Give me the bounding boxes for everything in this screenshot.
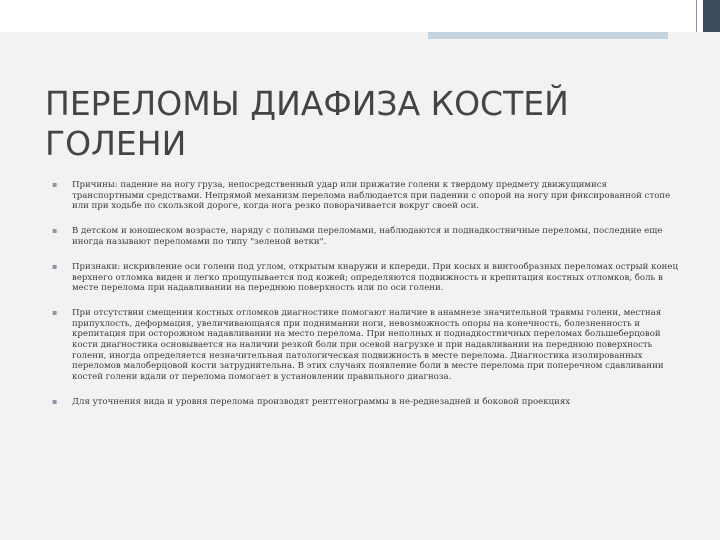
top-accent-bar [428,32,668,39]
bullet-square-icon: ▪ [52,180,58,189]
bullet-text: В детском и юношеском возрасте, наряду с полными переломами, наблюдаются и поднадкостничные переломы, последние еще иногда называют переломами по типу "зеленой ветки". [72,226,663,247]
bullet-text: Причины: падение на ногу груза, непосредственный удар или прижатие голени к твердому предмету движущимися транспортными средствами. Непрямой механизм перелома наблюдается при падении с опорой на ногу при фиксированной стопе или при ходьбе по скользкой дороге, когда нога резко поворачивается вокруг своей оси. [72,180,671,212]
bullet-square-icon: ▪ [52,396,58,406]
bullet-item [50,226,680,247]
bullet-item [50,180,680,212]
bullet-text: Для уточнения вида и уровня перелома производят рентгенограммы в не-реднезадней и боковой проекциях [72,396,571,407]
corner-accent-block [703,0,720,32]
bullet-text: При отсутствии смещения костных отломков диагностике помогают наличие в анамнезе значительной травмы голени, местная припухлость, деформация, увеличивающаяся при поднимании ноги, невозможность опоры на конечность, болезненность и крепитация при осторожном надавливании на место перелома. При неполных и поднадкостничных переломах большеберцовой кости диагностика основывается на наличии резкой боли при осевой нагрузке и при надавливании на переднюю поверхность голени, иногда определяется незначительная патологическая подвижность в месте перелома. Диагностика изолированных переломов малоберцовой кости затруднительна. В этих случаях появление боли в месте перелома при поперечном сдавливании костей голени вдали от перелома помогает в установлении правильного диагноза. [72,308,664,382]
bullet-text: Признаки: искривление оси голени под углом, открытым кнаружи и кпереди. При косых и винтообразных переломах острый конец верхнего отломка виден и легко прощупывается под кожей; определяются подвижность и крепитация костных отломков, боль в месте перелома при надавливании на переднюю поверхность или по оси голени. [72,261,678,294]
bullet-list [50,180,680,422]
slide-title: ПЕРЕЛОМЫ ДИАФИЗА КОСТЕЙ ГОЛЕНИ [45,84,569,163]
bullet-item [50,262,680,294]
bullet-square-icon: ▪ [52,308,58,318]
bullet-item [50,308,680,382]
top-banner [0,0,720,32]
top-divider-line [696,0,697,32]
bullet-square-icon: ▪ [52,226,58,236]
bullet-square-icon: ▪ [52,261,58,271]
bullet-item [50,397,680,408]
